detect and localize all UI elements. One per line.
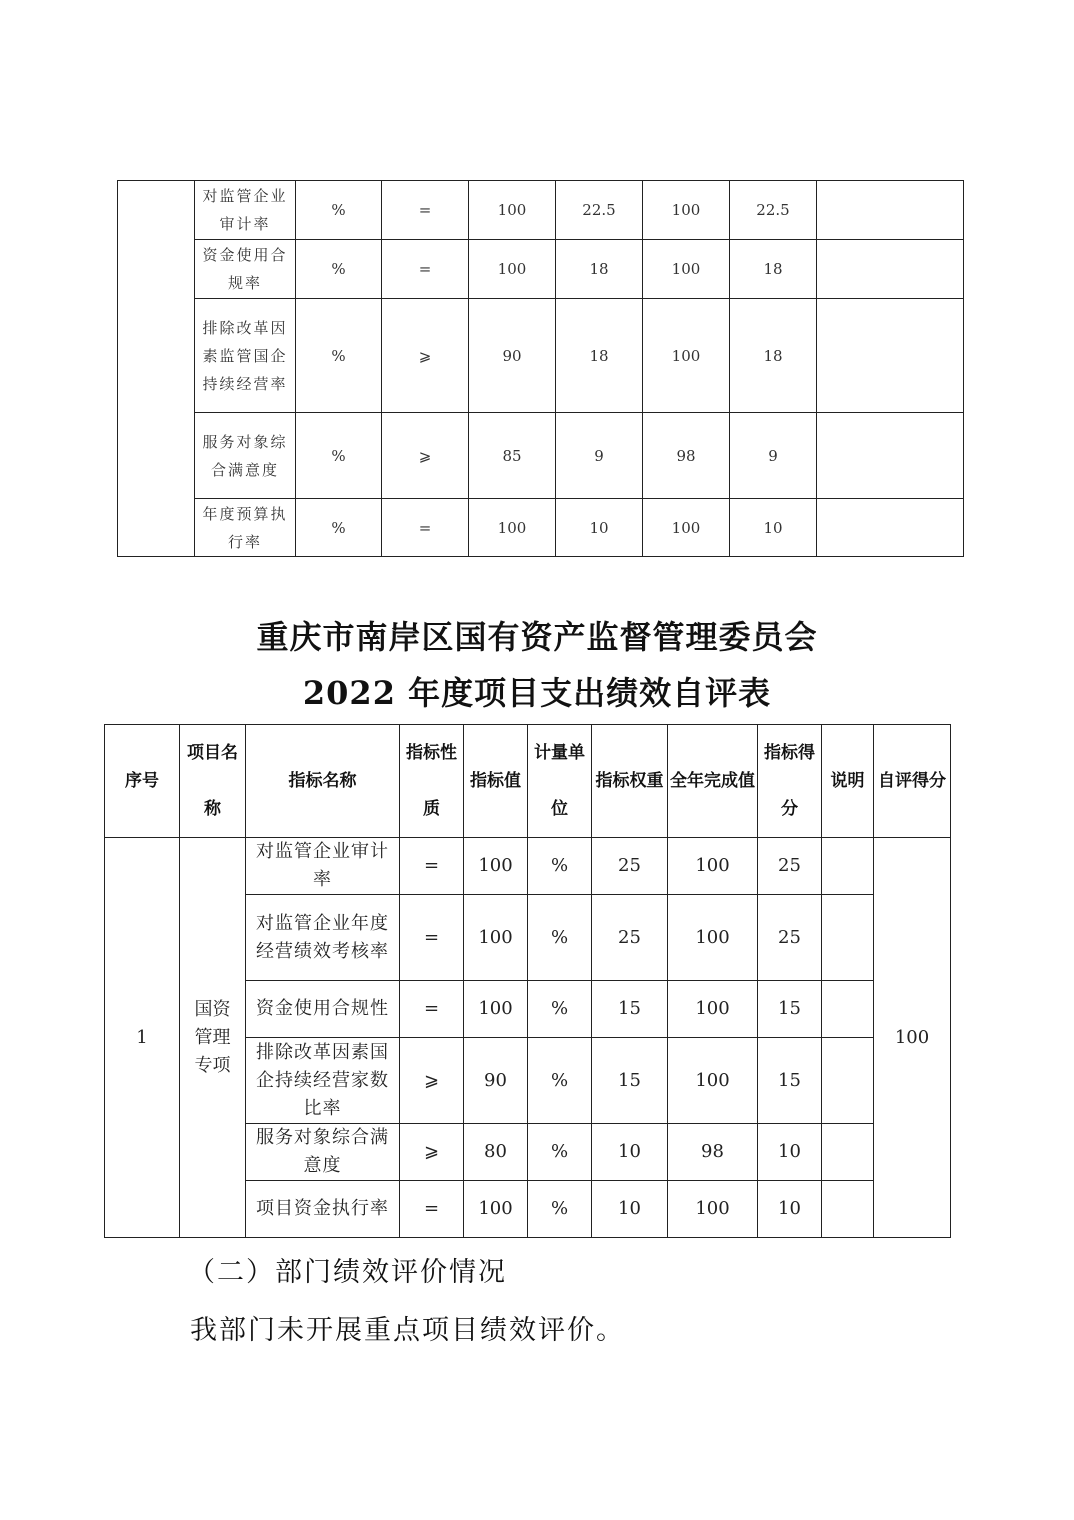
score-cell: 18	[730, 240, 817, 299]
document-subtitle: 2022 年度项目支出绩效自评表	[302, 674, 772, 712]
weight-cell: 18	[556, 299, 643, 413]
unit-cell: %	[528, 1038, 592, 1124]
weight-cell: 25	[592, 838, 668, 895]
indicator-name: 排除改革因素国企持续经营家数比率	[246, 1038, 400, 1124]
indicator-name: 对监管企业审计率	[246, 838, 400, 895]
note-cell	[817, 413, 964, 499]
weight-cell: 10	[592, 1181, 668, 1238]
table-row	[118, 413, 964, 499]
performance-table	[104, 724, 951, 1238]
unit-cell: %	[528, 838, 592, 895]
header-seq: 序号	[105, 725, 180, 838]
note-cell	[822, 838, 874, 895]
nature-cell: =	[400, 1181, 464, 1238]
value-cell: 100	[464, 1181, 528, 1238]
header-value: 指标值	[464, 725, 528, 838]
score-cell: 18	[730, 299, 817, 413]
unit-cell: %	[296, 499, 382, 557]
score-cell: 15	[758, 981, 822, 1038]
target-cell: 85	[469, 413, 556, 499]
header-row	[105, 725, 951, 838]
note-cell	[817, 181, 964, 240]
section-heading: （二）部门绩效评价情况	[188, 1257, 507, 1288]
weight-cell: 25	[592, 895, 668, 981]
unit-cell: %	[296, 299, 382, 413]
value-cell: 100	[464, 838, 528, 895]
score-cell: 15	[758, 1038, 822, 1124]
indicator-name: 对监管企业年度经营绩效考核率	[246, 895, 400, 981]
note-cell	[817, 240, 964, 299]
indicator-name: 资金使用合规率	[195, 240, 296, 299]
table-row	[118, 240, 964, 299]
table-row	[118, 299, 964, 413]
target-cell: 100	[469, 499, 556, 557]
weight-cell: 22.5	[556, 181, 643, 240]
indicator-name: 排除改革因素监管国企持续经营率	[195, 299, 296, 413]
weight-cell: 18	[556, 240, 643, 299]
note-cell	[817, 499, 964, 557]
nature-cell: ⩾	[400, 1124, 464, 1181]
operator-cell: =	[382, 181, 469, 240]
unit-cell: %	[528, 1181, 592, 1238]
nature-cell: =	[400, 981, 464, 1038]
actual-cell: 100	[668, 838, 758, 895]
actual-cell: 98	[643, 413, 730, 499]
weight-cell: 9	[556, 413, 643, 499]
project-name-cell: 国资管理专项	[180, 838, 246, 1238]
unit-cell: %	[296, 240, 382, 299]
note-cell	[822, 1124, 874, 1181]
indicator-name: 对监管企业审计率	[195, 181, 296, 240]
document-title: 重庆市南岸区国有资产监督管理委员会	[256, 618, 818, 656]
nature-cell: =	[400, 838, 464, 895]
actual-cell: 100	[668, 1181, 758, 1238]
operator-cell: ⩾	[382, 299, 469, 413]
score-cell: 10	[730, 499, 817, 557]
actual-cell: 98	[668, 1124, 758, 1181]
self-score-cell: 100	[874, 838, 951, 1238]
value-cell: 100	[464, 981, 528, 1038]
section-paragraph: 我部门未开展重点项目绩效评价。	[190, 1315, 625, 1346]
actual-cell: 100	[643, 499, 730, 557]
header-weight: 指标权重	[592, 725, 668, 838]
score-cell: 9	[730, 413, 817, 499]
actual-cell: 100	[668, 1038, 758, 1124]
header-project: 项目名称	[180, 725, 246, 838]
operator-cell: =	[382, 499, 469, 557]
header-indicator: 指标名称	[246, 725, 400, 838]
score-cell: 10	[758, 1124, 822, 1181]
weight-cell: 10	[556, 499, 643, 557]
weight-cell: 15	[592, 1038, 668, 1124]
value-cell: 90	[464, 1038, 528, 1124]
weight-cell: 15	[592, 981, 668, 1038]
table-cell	[118, 181, 195, 557]
weight-cell: 10	[592, 1124, 668, 1181]
unit-cell: %	[528, 1124, 592, 1181]
header-nature: 指标性质	[400, 725, 464, 838]
indicator-name: 服务对象综合满意度	[246, 1124, 400, 1181]
actual-cell: 100	[643, 181, 730, 240]
seq-cell: 1	[105, 838, 180, 1238]
score-cell: 25	[758, 895, 822, 981]
score-cell: 22.5	[730, 181, 817, 240]
unit-cell: %	[528, 981, 592, 1038]
nature-cell: =	[400, 895, 464, 981]
header-self-score: 自评得分	[874, 725, 951, 838]
note-cell	[822, 1038, 874, 1124]
header-unit: 计量单位	[528, 725, 592, 838]
indicator-name: 资金使用合规性	[246, 981, 400, 1038]
actual-cell: 100	[643, 240, 730, 299]
nature-cell: ⩾	[400, 1038, 464, 1124]
unit-cell: %	[296, 413, 382, 499]
table-row	[118, 499, 964, 557]
note-cell	[822, 895, 874, 981]
actual-cell: 100	[668, 981, 758, 1038]
indicator-name: 项目资金执行率	[246, 1181, 400, 1238]
note-cell	[822, 981, 874, 1038]
actual-cell: 100	[643, 299, 730, 413]
operator-cell: ⩾	[382, 413, 469, 499]
target-cell: 90	[469, 299, 556, 413]
unit-cell: %	[528, 895, 592, 981]
note-cell	[822, 1181, 874, 1238]
indicator-name: 服务对象综合满意度	[195, 413, 296, 499]
note-cell	[817, 299, 964, 413]
value-cell: 80	[464, 1124, 528, 1181]
indicator-name: 年度预算执行率	[195, 499, 296, 557]
operator-cell: =	[382, 240, 469, 299]
header-actual: 全年完成值	[668, 725, 758, 838]
actual-cell: 100	[668, 895, 758, 981]
value-cell: 100	[464, 895, 528, 981]
target-cell: 100	[469, 240, 556, 299]
top-indicator-table	[117, 180, 964, 557]
score-cell: 10	[758, 1181, 822, 1238]
header-score: 指标得分	[758, 725, 822, 838]
table-row	[105, 838, 951, 895]
unit-cell: %	[296, 181, 382, 240]
table-row	[118, 181, 964, 240]
header-note: 说明	[822, 725, 874, 838]
target-cell: 100	[469, 181, 556, 240]
score-cell: 25	[758, 838, 822, 895]
